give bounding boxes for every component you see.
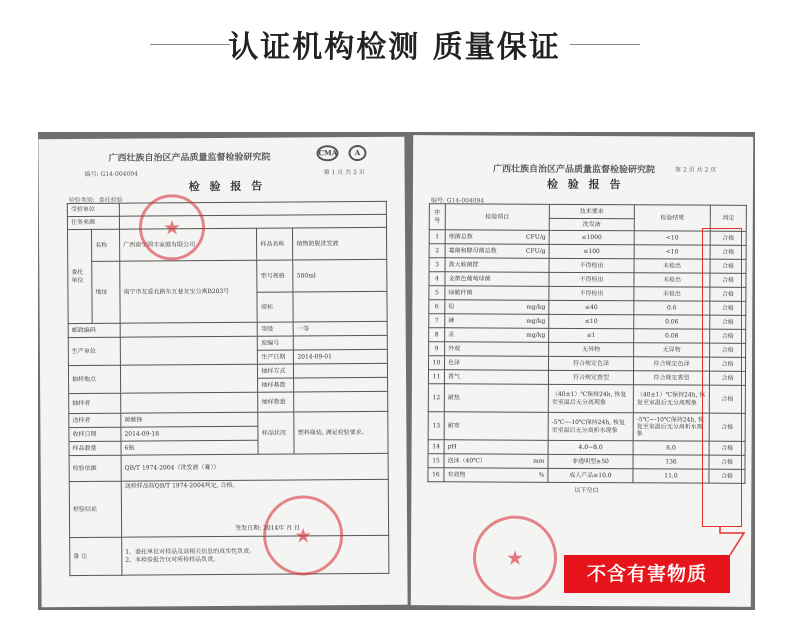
cal-logo-icon: A	[348, 145, 366, 161]
page-number: 第 1 页 共 2 页	[323, 169, 365, 177]
verdict-cell: 合格	[710, 287, 746, 301]
requirement-cell: 符合规定色泽	[549, 356, 634, 370]
item-cell	[445, 244, 549, 259]
item-name: 砷	[448, 317, 455, 325]
item-unit: CFU/g	[525, 247, 546, 255]
category-value: 委托检验	[98, 196, 123, 204]
cell-label: 生产日期	[258, 350, 294, 364]
item-cell	[444, 440, 548, 455]
item-cell	[444, 412, 548, 441]
item-name: 霉菌和酵母菌总数	[448, 247, 497, 255]
row-number: 2	[429, 244, 445, 258]
cell-label: 检验结论	[69, 481, 121, 537]
conclusion-value: 送检样品按QB/T 1974-2004判定, 合格。	[124, 481, 239, 490]
requirement-cell: 不得检出	[549, 272, 634, 286]
item-name: pH	[447, 443, 457, 451]
row-number: 11	[428, 370, 444, 384]
cell-value: 黄献锋	[121, 412, 259, 427]
item-name: 金黄色葡萄球菌	[448, 275, 491, 283]
header-requirement: 技术要求	[549, 204, 634, 218]
row-number: 3	[429, 258, 445, 272]
cell-value: 广西南宁圆丰家庭有限公司	[120, 228, 258, 261]
row-number: 14	[428, 440, 444, 454]
item-name: 绿脓杆菌	[448, 289, 473, 297]
results-table	[427, 203, 747, 496]
cell-label: 生产单位	[68, 337, 120, 365]
remark-line-2: 2、本检验报告仅对所检样品负责。	[125, 555, 220, 564]
cell-label: 样品数量	[69, 441, 121, 455]
item-name: 细菌总数	[448, 233, 473, 241]
table-row	[428, 412, 745, 442]
cell-label: 抽样者	[69, 393, 121, 413]
result-cell: -5℃~-10℃保持24h, 恢复至室温后无分离析水现象	[633, 413, 709, 441]
row-number: 9	[429, 342, 445, 356]
item-unit: mg/kg	[526, 317, 546, 325]
verdict-highlight-box	[702, 228, 742, 527]
result-cell: <10	[634, 231, 710, 245]
sample-info-table	[67, 201, 390, 576]
result-cell: 6.0	[633, 441, 709, 455]
item-name: 泡沫（40℃）	[447, 457, 486, 465]
item-name: 耐热	[447, 394, 460, 402]
institute-name: 广西壮族自治区产品质量监督检验研究院	[493, 164, 656, 176]
sign-date: 签发日期: 2014年 月 日	[235, 524, 301, 533]
inspection-report-page-1	[38, 137, 407, 608]
institute-name: 广西壮族自治区产品质量监督检验研究院	[108, 152, 271, 164]
result-cell: 符合规定色泽	[634, 357, 710, 371]
cell-label: 受检单位	[67, 203, 119, 216]
cell-label: 抽样基数	[258, 378, 294, 392]
item-unit: %	[538, 471, 545, 479]
cell-value: QB/T 1974-2004《洗发液（膏）》	[121, 453, 388, 481]
row-number: 5	[429, 286, 445, 300]
cell-label: 样品名称	[257, 228, 293, 260]
inspection-seal-stamp: ★	[473, 515, 557, 599]
cell-value: 2014-09-18	[121, 426, 259, 441]
item-unit: mg/kg	[526, 303, 546, 311]
header-no: 序号	[429, 204, 445, 230]
table-row	[428, 384, 745, 414]
cell-label: 抽样地点	[68, 365, 120, 393]
item-name: 色泽	[448, 359, 461, 367]
verdict-cell: 合格	[710, 273, 746, 287]
category-label: 检验类别:	[68, 196, 95, 205]
official-seal-stamp: ★	[139, 194, 205, 260]
verdict-cell: 合格	[710, 259, 746, 273]
cell-label: 商标	[257, 292, 293, 322]
result-cell: 符合规定香型	[633, 371, 709, 385]
result-cell: 未检出	[634, 287, 710, 301]
cell-value: 500ml	[293, 259, 387, 292]
blank-note-row	[428, 482, 745, 496]
cell-label: 样品状况	[258, 412, 294, 454]
item-cell	[445, 230, 549, 245]
remark-line-1: 1、委托单位对样品及其相关信息的真实性负责。	[125, 548, 256, 556]
item-cell	[444, 370, 548, 385]
requirement-cell: -5℃~-10℃保持24h, 恢复至室温后无分离析水现象	[548, 412, 633, 440]
cell-label: 名称	[92, 229, 120, 261]
cell-value: 6瓶	[121, 440, 259, 455]
item-cell	[444, 454, 548, 469]
report-title: 检 验 报 告	[546, 177, 624, 192]
item-cell	[445, 300, 549, 315]
cell-label: 委托单位	[68, 229, 93, 323]
item-cell	[445, 258, 549, 273]
cell-label: 抽样数量	[258, 392, 294, 412]
item-name: 铅	[448, 303, 455, 311]
cell-label: 邮政编码	[68, 323, 120, 337]
verdict-cell: 合格	[709, 469, 745, 483]
row-number: 10	[429, 356, 445, 370]
page-number: 第 2 页 共 2 页	[675, 166, 717, 174]
item-name: 耐寒	[447, 422, 460, 430]
banner-title: 认证机构检测 质量保证	[228, 30, 561, 65]
cell-label: 检验依据	[69, 455, 121, 481]
row-number: 13	[428, 412, 444, 440]
result-cell: 0.06	[634, 315, 710, 329]
verdict-cell: 合格	[710, 315, 746, 329]
cell-value: 2014-09-01	[294, 349, 388, 364]
item-cell	[444, 468, 548, 483]
header-verdict: 判定	[710, 205, 746, 231]
item-cell	[445, 314, 549, 329]
item-name: 粪大肠菌群	[448, 261, 479, 269]
result-cell: 无异物	[634, 343, 710, 357]
row-number: 16	[428, 468, 444, 482]
verdict-cell: 合格	[710, 343, 746, 357]
item-name: 汞	[448, 331, 455, 339]
verdict-cell: 合格	[710, 301, 746, 315]
doc-number: 编号: G14-004094	[84, 170, 138, 178]
requirement-cell: ≤100	[549, 244, 634, 258]
requirement-cell: 符合规定香型	[548, 370, 633, 384]
result-cell: 0.6	[634, 301, 710, 315]
item-cell	[444, 384, 548, 413]
row-number: 7	[429, 314, 445, 328]
row-number: 8	[429, 328, 445, 342]
banner	[0, 0, 789, 110]
report-title: 检 验 报 告	[188, 179, 266, 194]
requirement-cell: 成人产品≥10.0	[548, 468, 633, 482]
verdict-cell: 合格	[709, 441, 745, 455]
verdict-cell: 合格	[710, 231, 746, 245]
banner-divider-right	[570, 44, 640, 45]
item-name: 香气	[447, 373, 461, 381]
blank-note: 以下空白	[574, 486, 599, 495]
cell-label: 型号规格	[257, 260, 293, 292]
item-unit: CFU/g	[525, 233, 546, 241]
result-cell: （40±1）℃保持24h, 恢复至室温后无分离现象	[633, 385, 709, 413]
requirement-cell: ≤10	[549, 314, 634, 328]
cell-label: 原编号	[258, 336, 294, 350]
row-number: 15	[428, 454, 444, 468]
cell-value: 塑料瓶装, 满足检验要求。	[294, 411, 388, 454]
cell-value: 一等	[294, 321, 388, 336]
item-unit: mm	[533, 457, 545, 465]
item-name: 有效物	[447, 471, 466, 479]
verdict-cell: 合格	[709, 413, 745, 441]
result-cell: 未检出	[634, 273, 710, 287]
cell-label: 抽样方式	[258, 364, 294, 378]
item-cell	[445, 286, 549, 301]
verdict-cell: 合格	[709, 455, 745, 469]
verdict-cell: 合格	[709, 371, 745, 385]
verdict-cell: 合格	[710, 329, 746, 343]
row-number: 12	[428, 384, 444, 412]
header-item: 检验项目	[445, 204, 549, 231]
verdict-cell: 合格	[710, 245, 746, 259]
no-harmful-substances-callout: 不含有害物质	[564, 555, 730, 593]
item-cell	[445, 328, 549, 343]
cell-value: 植物防脱洗发液	[293, 227, 387, 260]
verdict-cell: 合格	[710, 357, 746, 371]
row-number: 4	[429, 272, 445, 286]
requirement-cell: ≤1	[549, 328, 634, 342]
item-cell	[445, 342, 549, 357]
callout-connector	[700, 527, 746, 557]
header-requirement-sub: 洗发液	[549, 218, 634, 230]
cell-label: 地址	[92, 261, 120, 323]
header-result: 检验结果	[634, 205, 710, 231]
requirement-cell: 非透明型≥50	[548, 454, 633, 468]
inspection-seal-stamp: ★	[263, 495, 344, 576]
item-unit: mg/kg	[526, 331, 546, 339]
requirement-cell: 不得检出	[549, 286, 634, 300]
item-name: 外观	[448, 345, 461, 353]
verdict-cell: 合格	[709, 385, 745, 413]
cell-value: 南宁市友爱北路东五巷友宝公寓B203号	[120, 260, 258, 323]
item-cell	[445, 356, 549, 371]
requirement-cell: ≤40	[549, 300, 634, 314]
cell-label: 收样日期	[69, 427, 121, 441]
row-number: 1	[429, 230, 445, 244]
row-number: 6	[429, 300, 445, 314]
requirement-cell: 不得检出	[549, 258, 634, 272]
cell-label: 等级	[258, 322, 294, 336]
result-cell: 0.08	[634, 329, 710, 343]
doc-number: 编号: G14-004094	[430, 197, 485, 205]
requirement-cell: 无异物	[549, 342, 634, 356]
result-cell: <10	[634, 245, 710, 259]
item-cell	[445, 272, 549, 287]
cma-logo-icon: CMA	[316, 145, 338, 161]
cell-label: 送样者	[69, 413, 121, 427]
result-cell: 136	[633, 455, 709, 469]
requirement-cell: （40±1）℃保持24h, 恢复至室温后无分离现象	[548, 384, 633, 412]
cell-label: 任务来源	[67, 216, 119, 229]
requirement-cell: ≤1000	[549, 230, 634, 244]
requirement-cell: 4.0~8.0	[548, 440, 633, 454]
result-cell: 未检出	[634, 259, 710, 273]
result-cell: 11.0	[633, 469, 709, 483]
cell-label: 备 注	[70, 537, 122, 575]
